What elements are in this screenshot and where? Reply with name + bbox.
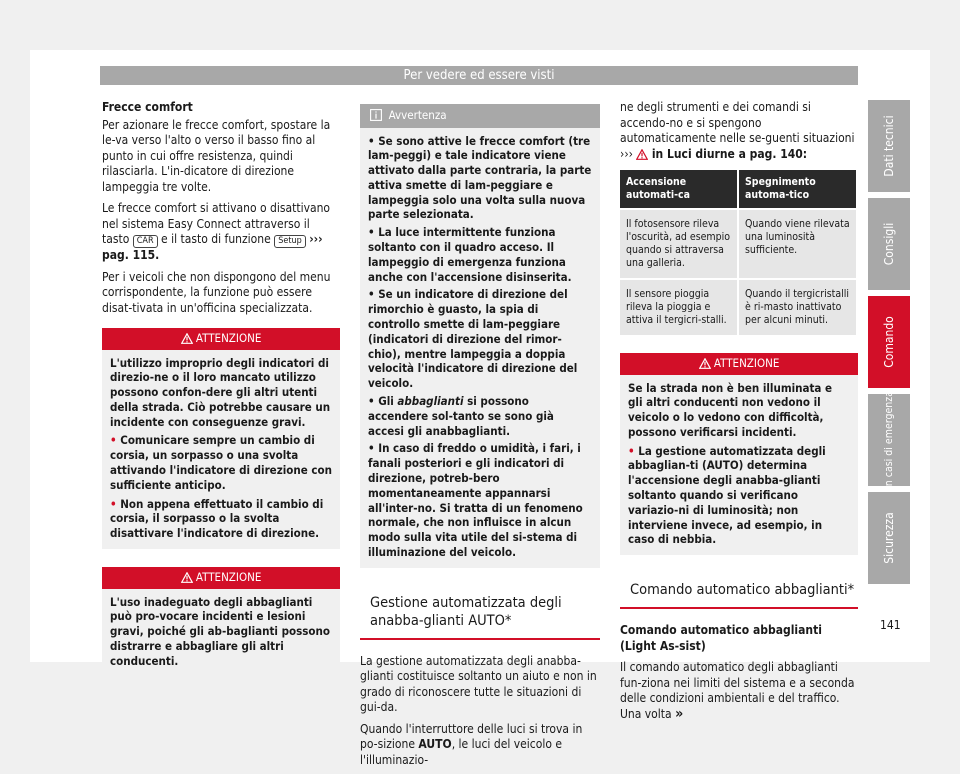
table-cell: Quando il tergicristalli è ri-masto inattivato per alcuni minuti. [738, 279, 856, 335]
table-header-row [620, 170, 856, 209]
tab-consigli[interactable]: Consigli [868, 198, 910, 290]
table-row [620, 279, 856, 335]
paragraph: Quando l'interruttore delle luci si trova in po-sizione AUTO, le luci del veicolo e l'illuminazio- [360, 721, 583, 767]
page-number: 141 [880, 618, 901, 632]
heading-frecce-comfort: Frecce comfort [102, 100, 193, 114]
table-row [620, 209, 856, 279]
warning-box [620, 353, 858, 555]
tab-dati-tecnici[interactable]: Dati tecnici [868, 100, 910, 192]
list-item: • La luce intermittente funziona soltanto con il quadro acceso. Il lampeggio di emergenza funziona anche con l'accensione disinserita. [368, 225, 572, 284]
tab-sicurezza[interactable]: Sicurezza [868, 492, 910, 584]
auto-symbol: AUTO [418, 737, 452, 752]
note-header: Avvertenza [360, 104, 600, 128]
table-cell: Quando viene rilevata una luminosità sufficiente. [738, 209, 856, 279]
list-item: • In caso di freddo o umidità, i fari, i fanali posteriori e gli indicatori di direzione, potreb-bero momentaneamente appannarsi all'inter-no. Si tratta di un fenomeno normale, che non influisce in alcun modo sulla vita utile del si-stema di illuminazione del veicolo. [368, 441, 583, 560]
table-cell: Il fotosensore rileva l'oscurità, ad esempio quando si attraversa una galleria. [620, 209, 738, 279]
tab-comando[interactable]: Comando [868, 296, 910, 388]
setup-key: Setup [274, 235, 306, 248]
table-cell: Il sensore pioggia rileva la pioggia e attiva il tergicri-stalli. [620, 279, 738, 335]
column-1 [102, 100, 340, 677]
warning-icon [181, 333, 193, 344]
list-item: • Comunicare sempre un cambio di corsia, un sorpasso o una svolta attivando l'indicatore di direzione con sufficiente anticipo. [110, 433, 332, 492]
column-header: Accensione automati-ca [620, 170, 738, 209]
tab-in-casi-di-emergenza[interactable]: In casi di emergenza [868, 394, 910, 486]
paragraph: ne degli strumenti e dei comandi si accendo-no e si spengono automaticamente nelle se-guenti situazioni ››› in Luci diurne a pag. 140: [620, 100, 855, 161]
subheading: Comando automatico abbaglianti (Light As-sist) [620, 623, 822, 653]
column-header: Spegnimento automa-tico [738, 170, 856, 209]
warning-text: Se la strada non è ben illuminata e gli altri conducenti non vedono il veicolo o lo vedono con difficoltà, possono verificarsi incidenti. [628, 380, 833, 439]
note-body [360, 128, 600, 568]
paragraph: Per azionare le frecce comfort, spostare la le-va verso l'alto o verso il basso fino al punto in cui offre resistenza, quindi rilasciarla. L'in-dicatore di direzione lampeggia tre volte. [102, 117, 331, 194]
section-title: Gestione automatizzata degli anabba-glianti AUTO* [360, 594, 600, 640]
info-icon [370, 109, 382, 121]
warning-icon [181, 572, 193, 583]
list-item: • Se sono attive le frecce comfort (tre lam-peggi) e tale indicatore viene attivato dalla parte contraria, la parte attiva smette di lam-peggiare e lampeggia solo una volta sulla nuova parte selezionata. [368, 133, 592, 222]
list-item: • Non appena effettuato il cambio di corsia, il sorpasso o la svolta disattivare l'indicatore di direzione. [110, 496, 324, 541]
list-item: • Gli abbaglianti si possono accendere sol-tanto se sono già accesi gli anabbaglianti. [368, 394, 554, 438]
warning-text: L'utilizzo improprio degli indicatori di direzio-ne o il loro mancato utilizzo possono confon-dere gli altri utenti della strada. Ciò potrebbe causare un incidente con conseguenze gravi. [110, 355, 331, 429]
paragraph: La gestione automatizzata degli anabba-glianti costituisce soltanto un aiuto e non in grado di riconoscere tutte le situazioni di gui-da. [360, 653, 597, 715]
paragraph: Le frecce comfort si attivano o disattivano nel sistema Easy Connect attraverso il tasto CAR e il tasto di funzione Setup ››› pag. 115. [102, 201, 331, 262]
warning-icon [699, 358, 711, 369]
column-2 [360, 104, 600, 774]
list-item: • La gestione automatizzata degli abbaglian-ti (AUTO) determina l'accensione degli anabba-glianti soltanto quando si verificano variazio-ni di luminosità; non interviene invece, ad esempio, in caso di nebbia. [628, 443, 826, 547]
lights-table [620, 170, 856, 335]
warning-box [102, 328, 340, 549]
column-3 [620, 100, 858, 728]
section-title: Comando automatico abbaglianti* [620, 581, 858, 609]
warning-icon [636, 149, 648, 160]
paragraph: Per i veicoli che non dispongono del menu corrispondente, la funzione può essere disat-tivata in un'officina specializzata. [102, 269, 331, 315]
page-reference-link[interactable]: ››› pag. 115. [102, 232, 323, 262]
paragraph: Il comando automatico degli abbaglianti fun-ziona nei limiti del sistema e a seconda delle condizioni ambientali e del traffico. Una volta » [620, 660, 855, 722]
list-item: • Se un indicatore di direzione del rimorchio è guasto, la spia di controllo smette di lam-peggiare (indicatori di direzione del rimor-chio), mentre lampeggia a doppia velocità l'indicatore di direzione del veicolo. [368, 287, 578, 391]
warning-box [102, 567, 340, 676]
car-key: CAR [133, 235, 158, 248]
page-reference-link[interactable]: in Luci diurne a pag. 140: [651, 146, 808, 161]
warning-header: ATTENZIONE [102, 567, 340, 589]
continue-arrow: » [675, 705, 684, 722]
warning-text: L'uso inadeguato degli abbaglianti può pro-vocare incidenti e lesioni gravi, poiché gli ab-baglianti possono distrarre e abbagliare gli altri conducenti. [110, 594, 330, 668]
page-header: Per vedere ed essere visti [100, 66, 858, 85]
warning-header: ATTENZIONE [102, 328, 340, 350]
warning-header: ATTENZIONE [620, 353, 858, 375]
